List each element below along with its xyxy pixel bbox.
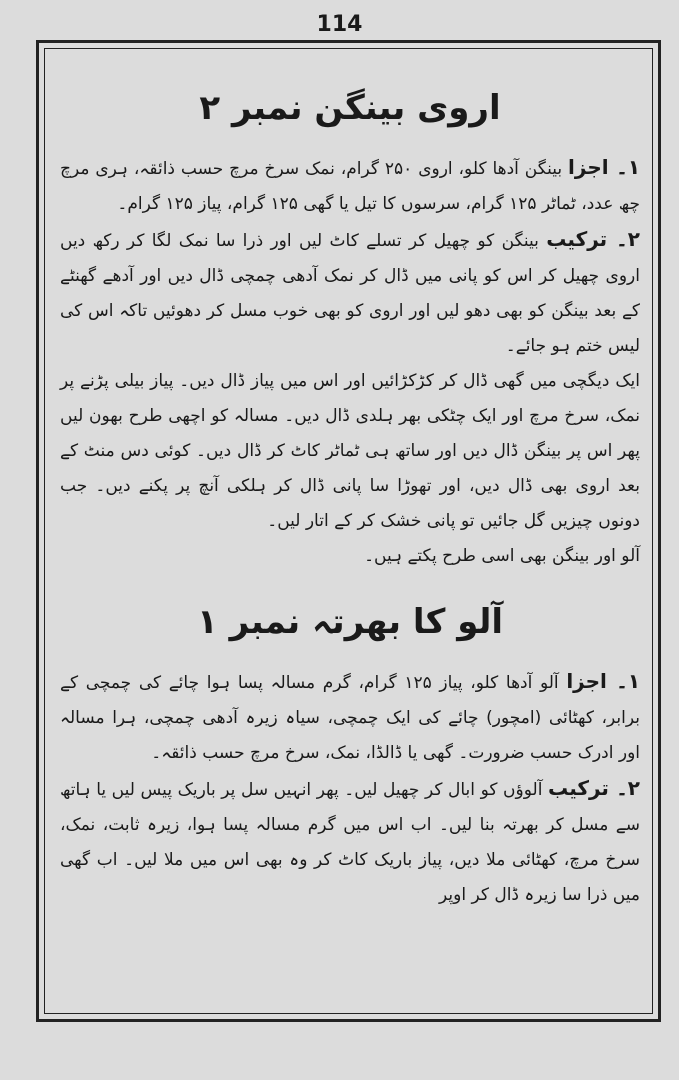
- page-number: 114: [316, 12, 363, 37]
- note-paragraph: آلو اور بینگن بھی اسی طرح پکتے ہیں۔: [364, 546, 640, 566]
- ingredients-paragraph: [60, 150, 640, 222]
- recipe-title-arvi-baingan: اروی بینگن نمبر ۲: [199, 88, 501, 128]
- ingredients-label: ۱۔ اجزا: [566, 669, 641, 693]
- method-paragraph: [60, 771, 640, 913]
- method-text: بینگن کو چھیل کر تسلے کاٹ لیں اور ذرا سا نمک لگا کر رکھ دیں اروی چھیل کر اس کو پانی میں ڈال کر نمک آدھی چمچی ڈال دیں اور آدھے گھنٹے کے بعد بینگن کو بھی دھو لیں اور اروی کو بھی خوب مسل کر دھوئیں تاکہ اس کی لیس ختم ہو جائے۔: [60, 231, 640, 356]
- ingredients-text: آلو آدھا کلو، پیاز ۱۲۵ گرام، گرم مسالہ پسا ہوا چائے کی چمچی کے برابر، کھٹائی (امچور) چائے کی ایک چمچی، سیاہ زیرہ آدھی چمچی، ہرا مسالہ اور ادرک حسب ضرورت۔ گھی یا ڈالڈا، نمک، سرخ مرچ حسب ذائقہ۔: [60, 673, 640, 763]
- page-content: [60, 80, 640, 1010]
- ingredients-text: بینگن آدھا کلو، اروی ۲۵۰ گرام، نمک سرخ مرچ حسب ذائقہ، ہری مرچ چھ عدد، ٹماٹر ۱۲۵ گرام، سرسوں کا تیل یا گھی ۱۲۵ گرام، پیاز ۱۲۵ گرام۔: [60, 159, 640, 214]
- ingredients-label: ۱۔ اجزا: [568, 155, 641, 179]
- recipe-title-aloo-bharta: آلو کا بھرتہ نمبر ۱: [196, 602, 504, 642]
- method-paragraph: [60, 222, 640, 364]
- method-text: آلوؤں کو ابال کر چھیل لیں۔ پھر انہیں سل پر باریک پیس لیں یا ہاتھ سے مسل کر بھرتہ بنا لیں۔ اب اس میں گرم مسالہ پسا ہوا، زیرہ ثابت، نمک، سرخ مرچ، کھٹائی ملا دیں، پیاز باریک کاٹ کر وہ بھی اس میں ملا لیں۔ اب گھی میں ذرا سا زیرہ ڈال کر اوپر: [60, 780, 640, 905]
- ingredients-paragraph: [60, 664, 640, 771]
- method-label: ۲۔ ترکیب: [548, 776, 641, 800]
- cooking-paragraph: ایک دیگچی میں گھی ڈال کر کڑکڑائیں اور اس میں پیاز ڈال دیں۔ پیاز بیلی پڑنے پر نمک، سرخ مرچ اور ایک چٹکی بھر ہلدی ڈال دیں۔ مسالہ کو اچھی طرح بھون لیں پھر اس پر بینگن ڈال دیں اور ساتھ ہی ٹماٹر کاٹ کر ڈال دیں۔ کوئی دس منٹ کے بعد اروی بھی ڈال دیں، اور تھوڑا سا پانی ڈال کر ہلکی آنچ پر پکنے دیں۔ جب دونوں چیزیں گل جائیں تو پانی خشک کر کے اتار لیں۔: [60, 371, 640, 531]
- method-label: ۲۔ ترکیب: [546, 227, 640, 251]
